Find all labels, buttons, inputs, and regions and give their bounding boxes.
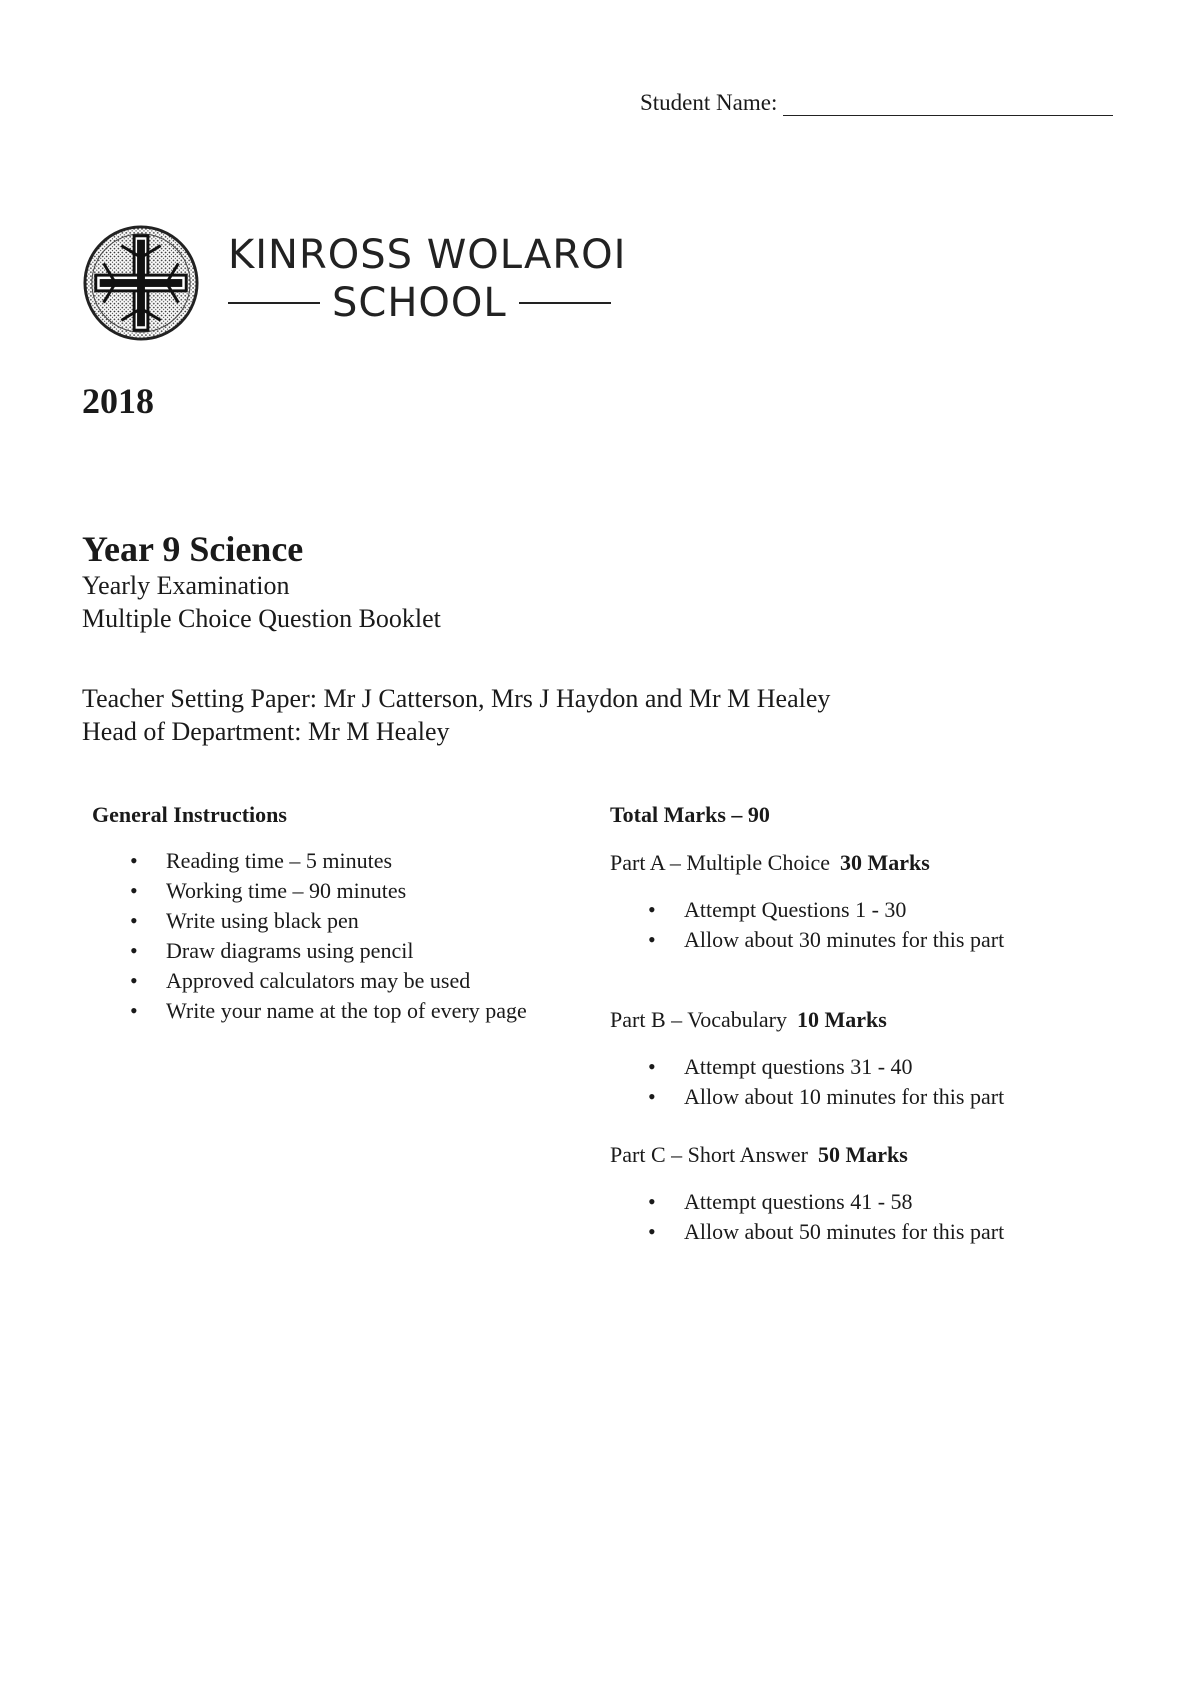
school-crest-icon [82, 224, 200, 342]
part-b-list [648, 1052, 1004, 1112]
list-item: • Reading time – 5 minutes [130, 846, 527, 876]
list-item: • Attempt questions 31 - 40 [648, 1052, 1004, 1082]
general-instructions-list [130, 846, 527, 1026]
exam-subject: Year 9 Science [82, 529, 304, 569]
part-a-label: Part A – Multiple Choice [610, 850, 830, 875]
school-name-text: SCHOOL [332, 280, 507, 326]
part-a-list [648, 895, 1004, 955]
student-name-label: Student Name: [640, 90, 778, 115]
list-item: • Write your name at the top of every page [130, 996, 527, 1026]
list-item: • Allow about 50 minutes for this part [648, 1217, 1004, 1247]
school-name-line1: KINROSS WOLAROI [228, 232, 627, 278]
list-item: • Attempt questions 41 - 58 [648, 1187, 1004, 1217]
booklet-title: Multiple Choice Question Booklet [82, 604, 441, 633]
list-item: • Write using black pen [130, 906, 527, 936]
part-b-marks: 10 Marks [797, 1007, 887, 1032]
list-item: • Working time – 90 minutes [130, 876, 527, 906]
general-instructions-title: General Instructions [92, 802, 287, 827]
school-name-line2 [228, 280, 611, 326]
exam-year: 2018 [82, 381, 154, 421]
list-item: • Allow about 30 minutes for this part [648, 925, 1004, 955]
exam-type: Yearly Examination [82, 571, 290, 600]
list-item: • Approved calculators may be used [130, 966, 527, 996]
left-rule [228, 302, 320, 304]
part-a-heading [610, 850, 930, 876]
part-c-label: Part C – Short Answer [610, 1142, 808, 1167]
student-name-field [640, 90, 1113, 116]
head-of-department-line: Head of Department: Mr M Healey [82, 717, 450, 746]
part-c-heading [610, 1142, 908, 1168]
part-c-marks: 50 Marks [818, 1142, 908, 1167]
list-item: • Draw diagrams using pencil [130, 936, 527, 966]
total-marks: Total Marks – 90 [610, 802, 770, 827]
teacher-line: Teacher Setting Paper: Mr J Catterson, Mrs J Haydon and Mr M Healey [82, 684, 831, 713]
list-item: • Attempt Questions 1 - 30 [648, 895, 1004, 925]
part-a-marks: 30 Marks [840, 850, 930, 875]
part-c-list [648, 1187, 1004, 1247]
student-name-blank[interactable] [783, 93, 1113, 116]
part-b-label: Part B – Vocabulary [610, 1007, 787, 1032]
right-rule [519, 302, 611, 304]
part-b-heading [610, 1007, 887, 1033]
list-item: • Allow about 10 minutes for this part [648, 1082, 1004, 1112]
